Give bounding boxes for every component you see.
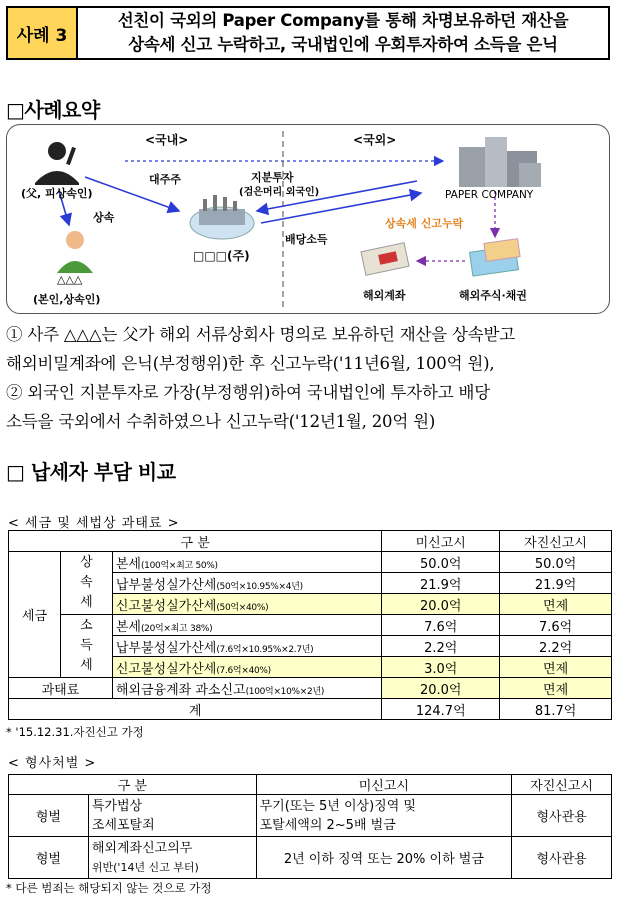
tax-table-note: * '15.12.31.자진신고 가정 [6,725,144,739]
father-label: (父, 피상속인) [21,187,93,200]
tax-voluntary-value: 2.2억 [500,636,612,657]
table-row [9,552,612,573]
table-row [9,615,612,636]
overseas-account-icon [361,243,409,276]
tax-unreported-value: 20.0억 [382,594,500,615]
table-row [9,837,612,879]
table-row [9,795,612,837]
heir-label: (본인,상속인) [33,293,101,306]
penalty-label: 과태료 [9,678,113,699]
criminal-table-note: * 다른 범죄는 해당되지 않는 것으로 가정 [6,881,212,895]
case-title-line2: 상속세 신고 누락하고, 국내법인에 우회투자하여 소득을 은닉 [128,35,558,54]
summary-line3: ② 외국인 지분투자로 가장(부정행위)하여 국내법인에 투자하고 배당 [6,383,490,402]
black-hair-foreigner-label: (검은머리 외국인) [239,187,320,198]
total-label: 계 [9,699,382,720]
criminal-head-division: 구 분 [9,775,257,795]
tax-item: 본세(100억×최고 50%) [112,552,382,573]
domestic-label: <국내> [145,133,189,147]
tax-item: 납부불성실가산세(50억×10.95%×4년) [112,573,382,594]
section-taxpayer-burden: □ 납세자 부담 비교 [6,460,176,484]
table-row [9,678,612,699]
tax-head-unreported: 미신고시 [382,531,500,552]
table-row [9,699,612,720]
tax-voluntary-value: 7.6억 [500,615,612,636]
case-title [78,8,608,58]
total-voluntary: 81.7억 [500,699,612,720]
offense-law: 해외계좌신고의무 위반('14년 신고 부터) [88,837,256,879]
father-icon [35,142,79,185]
tax-unreported-value: 20.0억 [382,678,500,699]
overseas-securities-label: 해외주식·채권 [459,289,527,302]
company-icon [190,195,254,239]
major-shareholder-label: 대주주 [149,173,181,186]
tax-table [8,530,612,720]
case-diagram [6,124,610,314]
tax-item: 신고불성실가산세(7.6억×40%) [112,657,382,678]
criminal-table [8,774,612,879]
total-unreported: 124.7억 [382,699,500,720]
section-case-summary: □사례요약 [6,98,100,122]
tax-unreported-value: 3.0억 [382,657,500,678]
penalty-kind: 형벌 [9,795,89,837]
tax-voluntary-value: 50.0억 [500,552,612,573]
tax-voluntary-value: 면제 [500,594,612,615]
company-label: □□□(주) [193,249,250,263]
equity-investment-label: 지분투자 [251,171,294,184]
foreign-label: <국외> [353,133,397,147]
criminal-head-unreported: 미신고시 [256,775,512,795]
tax-item: 해외금융계좌 과소신고(100억×10%×2년) [112,678,382,699]
inheritance-tax-omission-label: 상속세 신고누락 [385,217,464,230]
offense-penalty: 2년 이하 징역 또는 20% 이하 벌금 [256,837,512,879]
table-row [9,775,612,795]
heir-icon [57,231,93,273]
paper-company-icon [459,137,541,187]
inheritance-tax-label: 상 속 세 [60,552,112,615]
paper-company-label: PAPER COMPANY [445,189,534,201]
tax-item: 납부불성실가산세(7.6억×10.95%×2.7년) [112,636,382,657]
tax-head-voluntary: 자진신고시 [500,531,612,552]
voluntary-treatment: 형사관용 [512,795,612,837]
summary-line2: 해외비밀계좌에 은닉(부정행위)한 후 신고누락('11년6월, 100억 원), [6,354,495,373]
offense-penalty: 무기(또는 5년 이상)징역 및 포탈세액의 2~5배 벌금 [256,795,512,837]
penalty-kind: 형벌 [9,837,89,879]
voluntary-treatment: 형사관용 [512,837,612,879]
summary-line1: ① 사주 △△△는 父가 해외 서류상회사 명의로 보유하던 재산을 상속받고 [6,325,515,344]
tax-voluntary-value: 면제 [500,678,612,699]
criminal-table-caption: < 형사처벌 > [8,756,97,771]
tax-group-label: 세금 [9,552,61,678]
table-row [9,531,612,552]
overseas-securities-icon [470,239,521,276]
dividend-income-label: 배당소득 [285,233,328,246]
tax-table-caption: < 세금 및 세법상 과태료 > [8,516,180,531]
tax-unreported-value: 50.0억 [382,552,500,573]
income-tax-label: 소 득 세 [60,615,112,678]
tax-unreported-value: 7.6억 [382,615,500,636]
offense-law: 특가법상 조세포탈죄 [88,795,256,837]
case-title-line1: 선친이 국외의 Paper Company를 통해 차명보유하던 재산을 [117,11,569,30]
tax-item: 신고불성실가산세(50억×40%) [112,594,382,615]
tax-item: 본세(20억×최고 38%) [112,615,382,636]
inheritance-label: 상속 [93,211,115,224]
case-summary-text [6,320,614,436]
tax-head-division: 구 분 [9,531,382,552]
overseas-account-label: 해외계좌 [363,289,406,302]
tax-unreported-value: 21.9억 [382,573,500,594]
tax-voluntary-value: 21.9억 [500,573,612,594]
criminal-head-voluntary: 자진신고시 [512,775,612,795]
heir-symbol: △△△ [57,273,83,286]
tax-voluntary-value: 면제 [500,657,612,678]
case-label: 사례 3 [8,8,78,58]
tax-unreported-value: 2.2억 [382,636,500,657]
case-header [6,6,610,60]
summary-line4: 소득을 국외에서 수취하였으나 신고누락('12년1월, 20억 원) [6,412,436,431]
